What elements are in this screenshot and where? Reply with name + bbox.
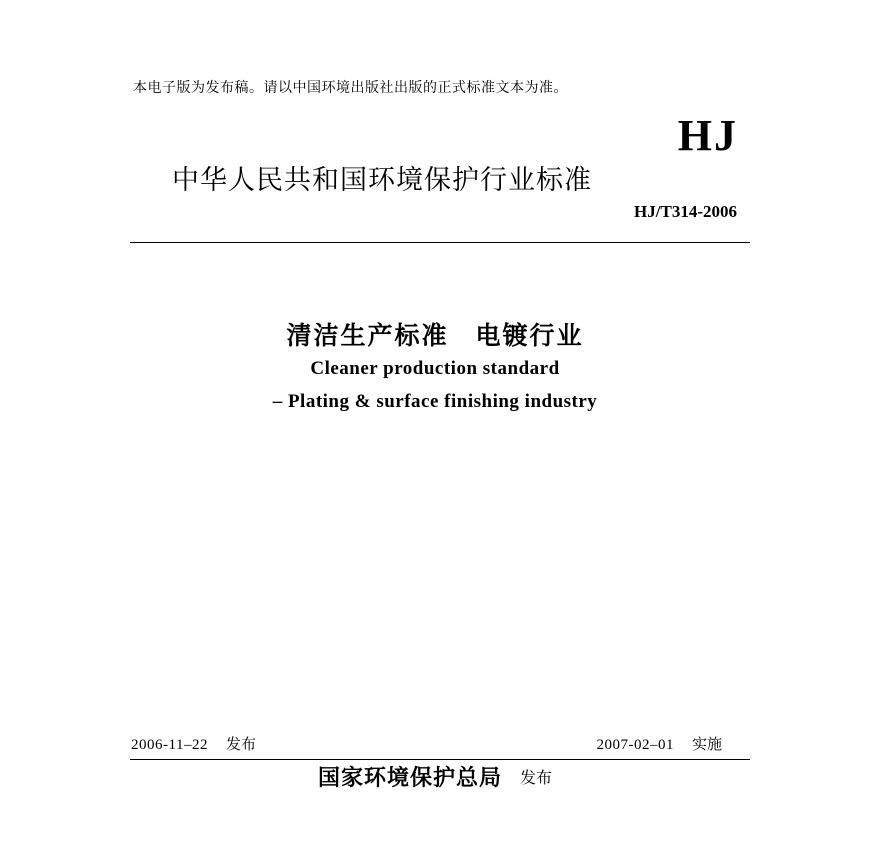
standard-mark: HJ bbox=[677, 111, 738, 160]
title-english-line1: Cleaner production standard bbox=[310, 358, 560, 379]
standard-category: 中华人民共和国环境保护行业标准 bbox=[172, 165, 592, 196]
title-block bbox=[0, 318, 870, 417]
issue-label: 发布 bbox=[225, 735, 256, 753]
title-chinese: 清洁生产标准 电镀行业 bbox=[286, 321, 584, 350]
implementation-date-row bbox=[596, 733, 722, 754]
publisher-line bbox=[0, 763, 870, 795]
issue-date: 2006-11–22 bbox=[131, 737, 208, 753]
top-divider bbox=[130, 242, 750, 243]
publisher-label: 发布 bbox=[520, 768, 553, 787]
release-notice: 本电子版为发布稿。请以中国环境出版社出版的正式标准文本为准。 bbox=[133, 80, 568, 96]
publisher-org: 国家环境保护总局 bbox=[317, 766, 502, 791]
bottom-divider bbox=[130, 759, 750, 760]
standard-code: HJ/T314-2006 bbox=[634, 202, 737, 221]
title-english-line2: – Plating & surface finishing industry bbox=[272, 391, 598, 412]
issue-date-row bbox=[131, 733, 256, 754]
implementation-date: 2007-02–01 bbox=[596, 737, 674, 753]
implementation-label: 实施 bbox=[691, 735, 722, 753]
